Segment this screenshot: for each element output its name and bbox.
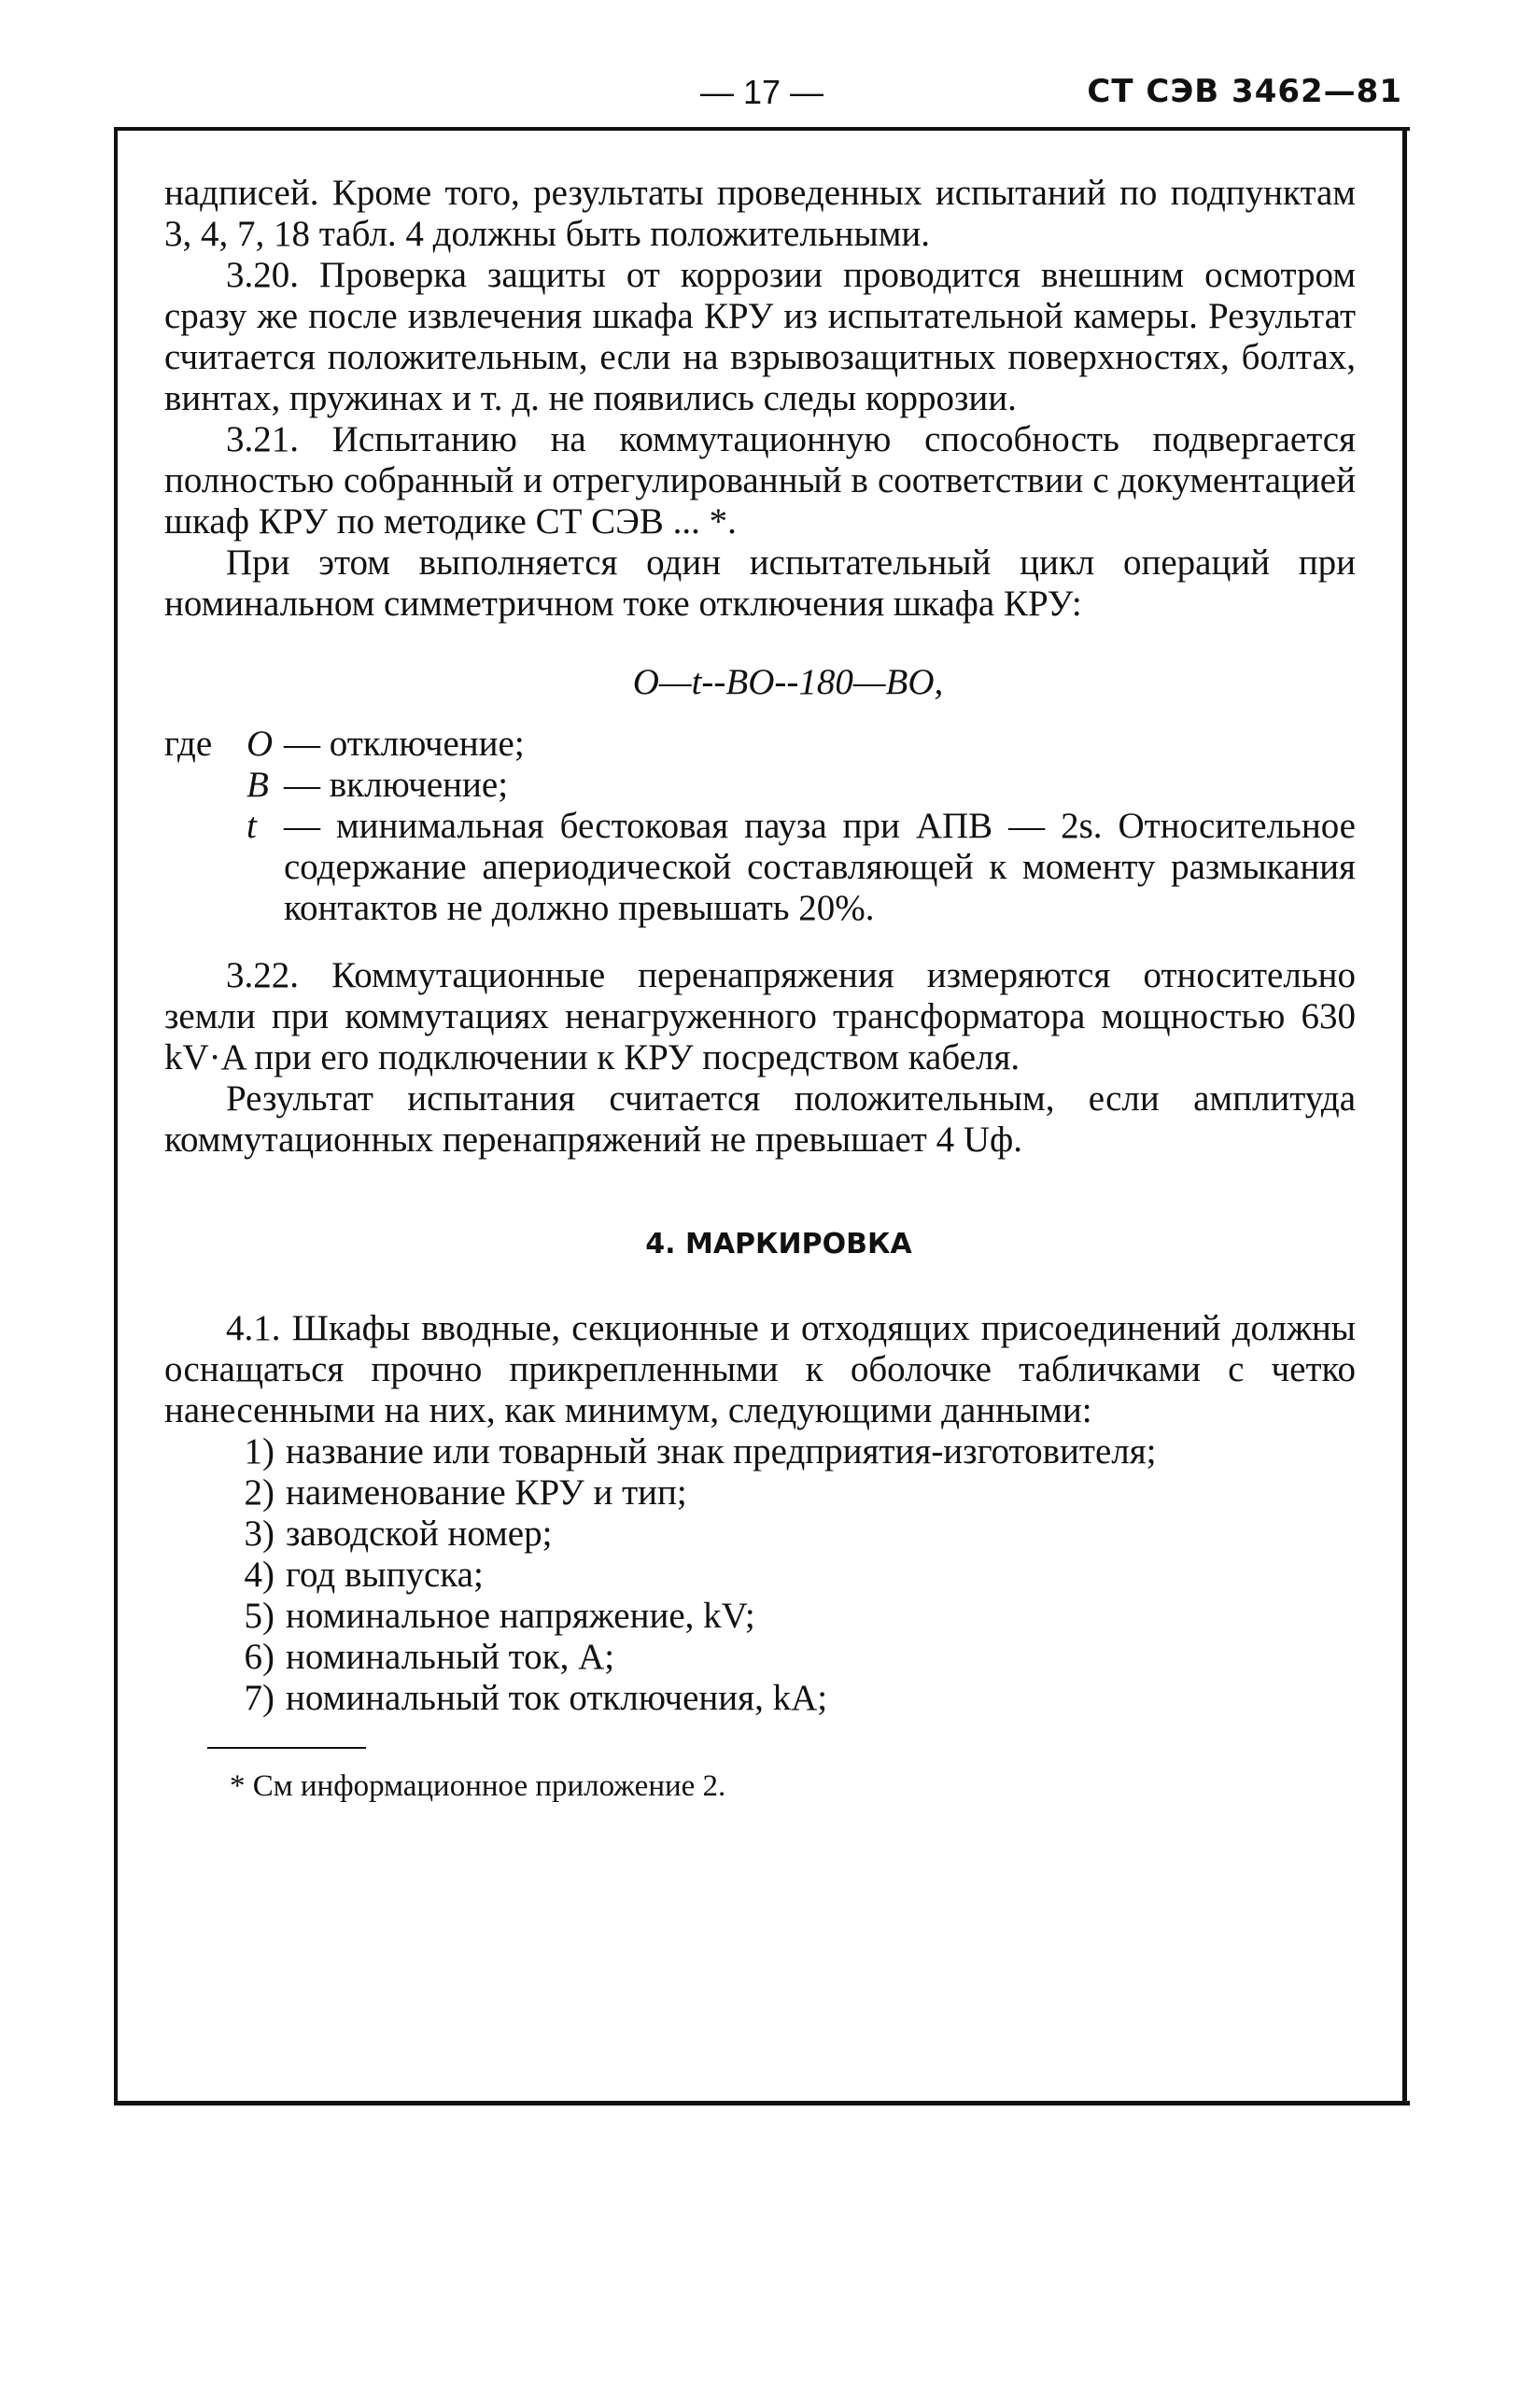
page-body [164,173,1356,1807]
marking-list [164,1431,1356,1719]
definition-symbol-t: t [246,806,257,846]
formula-definitions [164,724,1356,929]
paragraph-4-1: 4.1. Шкафы вводные, секционные и отходящих присоединений должны оснащаться прочно прикрепленными к оболочке табличками с четко нанесенными на них, как минимум, следующими данными: [164,1308,1356,1430]
list-item-number: 3) [244,1514,274,1554]
list-item-number: 7) [244,1678,274,1718]
list-item-number: 5) [244,1596,274,1636]
frame-left-rule [114,127,118,2105]
definition-text-o: — отключение; [284,724,525,764]
standard-code: СТ СЭВ 3462—81 [1087,73,1402,110]
definition-o [164,724,1356,765]
list-item-number: 6) [244,1637,274,1677]
list-item-text: номинальное напряжение, kV; [286,1596,755,1636]
list-item [164,1514,1356,1555]
list-item-number: 4) [244,1555,274,1595]
list-item-text: заводской номер; [286,1514,553,1554]
page-number: — 17 — [700,73,824,111]
paragraph-3-21-cycle: При этом выполняется один испытательный цикл операций при номинальном симметричном токе отключения шкафа КРУ: [164,542,1356,624]
list-item [164,1431,1356,1472]
list-item-text: номинальный ток отключения, kA; [286,1678,828,1718]
paragraph-3-20: 3.20. Проверка защиты от коррозии проводится внешним осмотром сразу же после извлечения шкафа КРУ из испытательной камеры. Результат считается положительным, если на взрывозащитных поверхностях, болтах, винтах, пружинах и т. д. не появились следы коррозии. [164,255,1356,418]
paragraph-3-21: 3.21. Испытанию на коммутационную способность подвергается полностью собранный и отрегулированный в соответствии с документацией шкаф КРУ по методике СТ СЭВ ... *. [164,419,1356,542]
definition-symbol-b: B [246,765,269,805]
definition-b [164,765,1356,806]
definition-text-b: — включение; [284,765,509,805]
definition-t [164,806,1356,929]
definition-symbol-o: O [246,724,274,764]
switching-cycle-formula: O—t--BO--180—BO, [632,662,944,702]
list-item-text: наименование КРУ и тип; [286,1472,687,1513]
footnote-separator [207,1747,366,1749]
page-header [121,73,1402,129]
list-item-number: 1) [244,1431,274,1472]
list-item [164,1555,1356,1596]
frame-bottom-rule [114,2101,1410,2105]
definition-text-t: — минимальная бестоковая пауза при АПВ — 2s. Относительное содержание апериодической составляющей к моменту размыкания контактов не должно превышать 20%. [284,806,1356,928]
list-item [164,1596,1356,1637]
footnote: * См информационное приложение 2. [230,1769,726,1803]
list-item [164,1678,1356,1719]
frame-top-rule [114,127,1410,131]
section-title: 4. МАРКИРОВКА [645,1228,912,1260]
list-item-text: номинальный ток, A; [286,1637,615,1677]
list-item-number: 2) [244,1472,274,1513]
list-item-text: название или товарный знак предприятия-изготовителя; [286,1431,1157,1472]
paragraph-3-22: 3.22. Коммутационные перенапряжения измеряются относительно земли при коммутациях ненагруженного трансформатора мощностью 630 kV·A при его подключении к КРУ посредством кабеля. [164,955,1356,1077]
list-item-text: год выпуска; [286,1555,484,1595]
definition-prefix: где [164,724,213,764]
paragraph-continuation: надписей. Кроме того, результаты проведенных испытаний по подпунктам 3, 4, 7, 18 табл. 4 должны быть положительными. [164,173,1356,254]
frame-right-rule [1402,127,1407,2105]
paragraph-3-22-result: Результат испытания считается положительным, если амплитуда коммутационных перенапряжений не превышает 4 Uф. [164,1078,1356,1160]
list-item [164,1472,1356,1514]
list-item [164,1637,1356,1678]
